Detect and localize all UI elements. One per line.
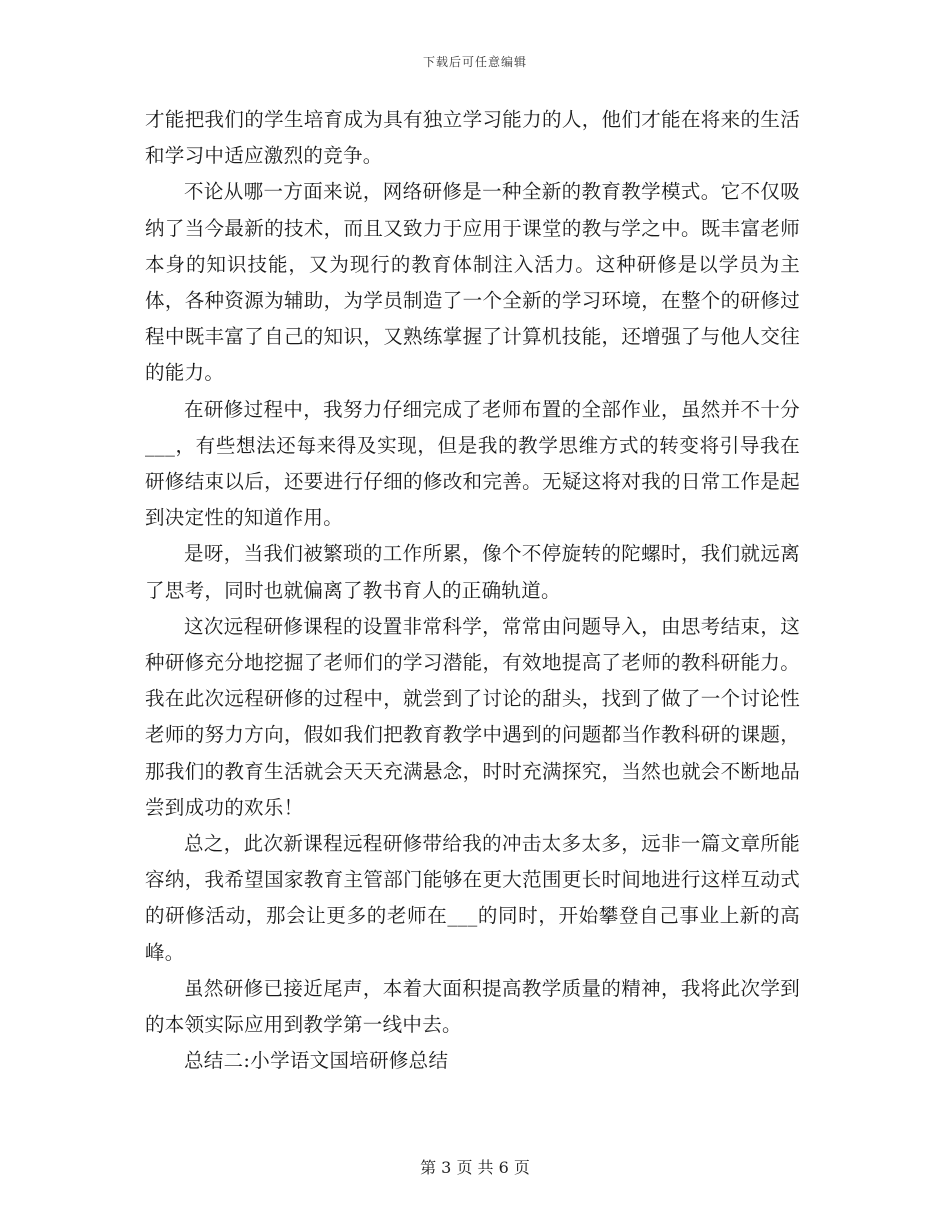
page-number: 第 3 页 共 6 页	[420, 1158, 530, 1177]
paragraph-7: 虽然研修已接近尾声，本着大面积提高教学质量的精神，我将此次学到的本领实际应用到教学第一线中去。	[145, 976, 800, 1037]
paragraph-2: 不论从哪一方面来说，网络研修是一种全新的教育教学模式。它不仅吸纳了当今最新的技术，而且又致力于应用于课堂的教与学之中。既丰富老师本身的知识技能，又为现行的教育体制注入活力。这种研修是以学员为主体，各种资源为辅助，为学员制造了一个全新的学习环境，在整个的研修过程中既丰富了自己的知识，又熟练掌握了计算机技能，还增强了与他人交往的能力。	[145, 180, 800, 385]
paragraph-4: 是呀，当我们被繁琐的工作所累，像个不停旋转的陀螺时，我们就远离了思考，同时也就偏离了教书育人的正确轨道。	[145, 542, 800, 602]
paragraph-3: 在研修过程中，我努力仔细完成了老师布置的全部作业，虽然并不十分___，有些想法还每来得及实现，但是我的教学思维方式的转变将引导我在研修结束以后，还要进行仔细的修改和完善。无疑这将对我的日常工作是起到决定性的知道作用。	[145, 397, 800, 530]
section-heading: 总结二:小学语文国培研修总结	[184, 1049, 449, 1073]
page-header: 下载后可任意编辑	[422, 55, 527, 69]
paragraph-1: 才能把我们的学生培育成为具有独立学习能力的人，他们才能在将来的生活和学习中适应激烈的竞争。	[145, 108, 800, 168]
document-body	[145, 102, 800, 1079]
paragraph-6: 总之，此次新课程远程研修带给我的冲击太多太多，远非一篇文章所能容纳，我希望国家教育主管部门能够在更大范围更长时间地进行这样互动式的研修活动，那会让更多的老师在___的同时，开始攀登自己事业上新的高峰。	[145, 832, 800, 964]
paragraph-5: 这次远程研修课程的设置非常科学，常常由问题导入，由思考结束，这种研修充分地挖掘了老师们的学习潜能，有效地提高了老师的教科研能力。我在此次远程研修的过程中，就尝到了讨论的甜头，找到了做了一个讨论性老师的努力方向，假如我们把教育教学中遇到的问题都当作教科研的课题，那我们的教育生活就会天天充满悬念，时时充满探究，当然也就会不断地品尝到成功的欢乐！	[145, 614, 800, 819]
